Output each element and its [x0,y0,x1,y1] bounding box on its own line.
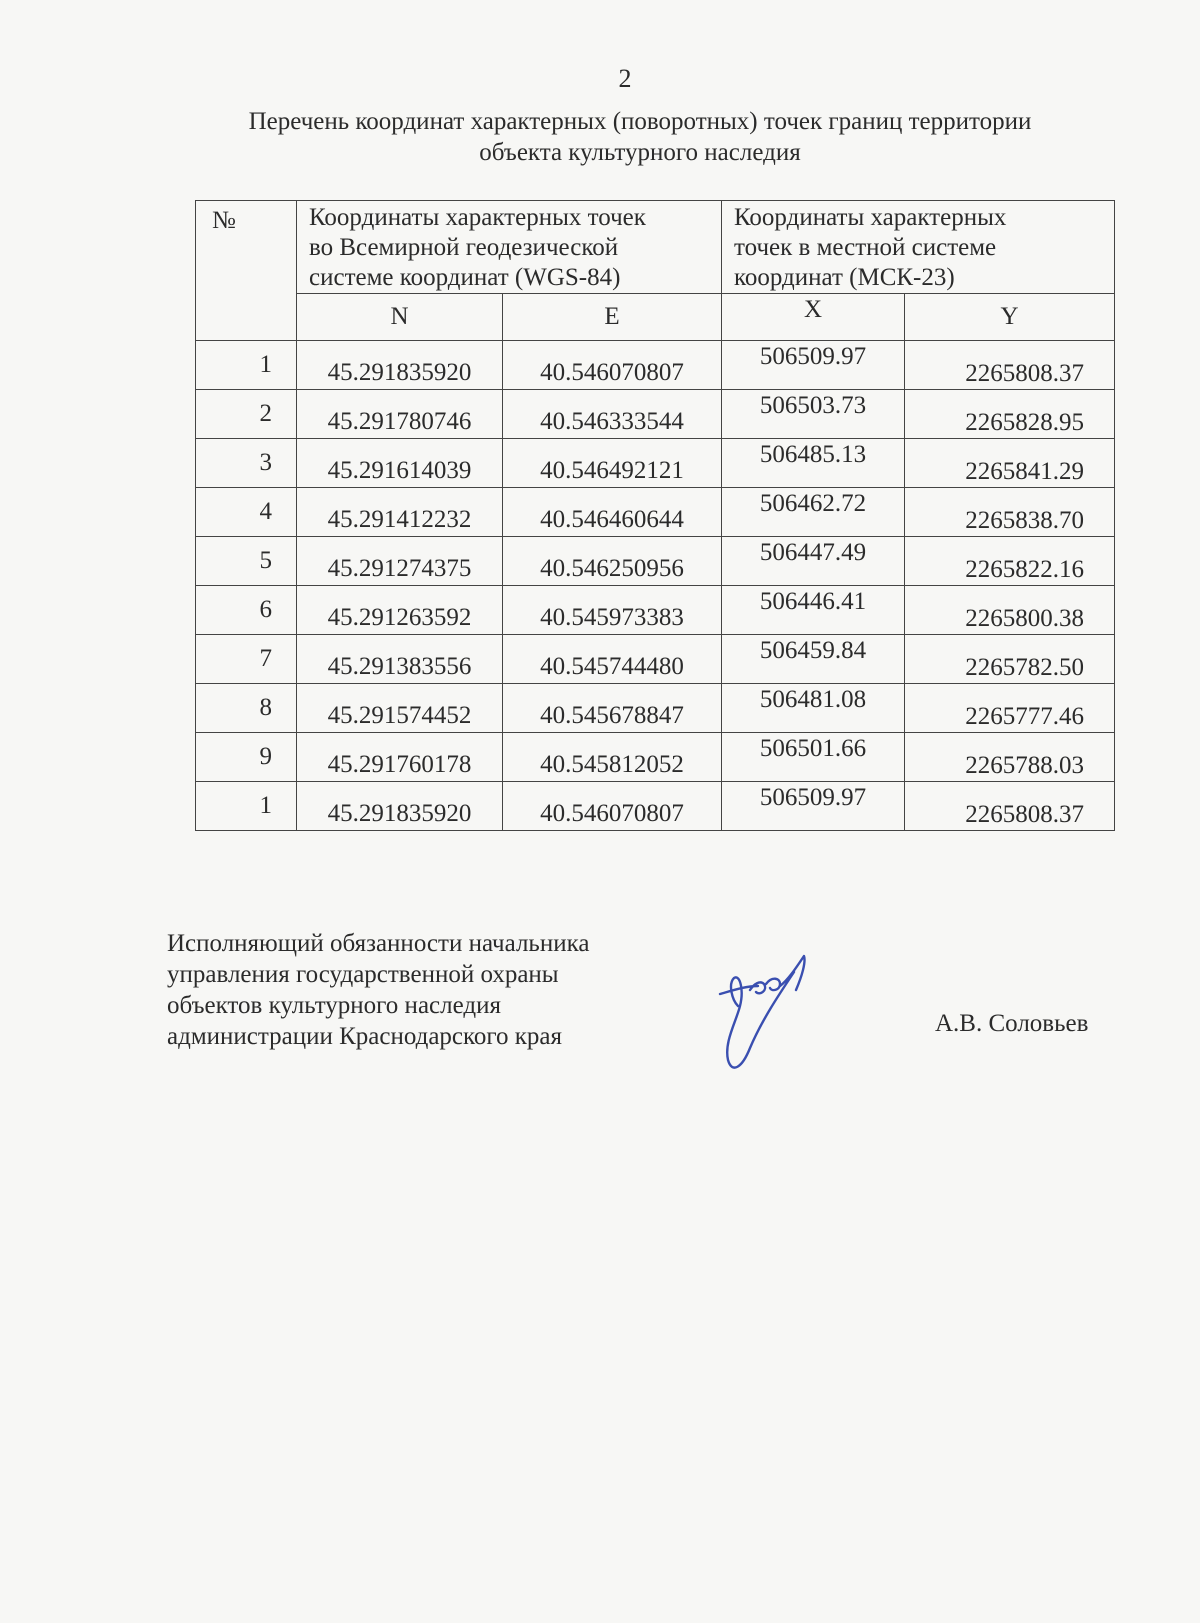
cell-n: 45.291574452 [297,684,503,733]
title-line-2: объекта культурного наследия [479,139,801,166]
table-row [196,782,1115,831]
signer-position [167,928,589,1052]
cell-x: 506462.72 [722,488,905,537]
cell-y: 2265828.95 [905,390,1115,439]
title-line-1: Перечень координат характерных (поворотных) точек границ территории [248,108,1032,135]
table-row [196,733,1115,782]
cell-y: 2265777.46 [905,684,1115,733]
cell-n: 45.291835920 [297,341,503,390]
table-row [196,537,1115,586]
cell-e: 40.546070807 [503,341,722,390]
cell-x: 506509.97 [722,341,905,390]
cell-x: 506485.13 [722,439,905,488]
cell-e: 40.545973383 [503,586,722,635]
header-line: координат (МСК-23) [734,264,955,291]
coordinates-table-body [196,341,1115,831]
cell-n: 45.291263592 [297,586,503,635]
cell-x: 506446.41 [722,586,905,635]
cell-e: 40.545678847 [503,684,722,733]
table-row [196,390,1115,439]
header-line: Координаты характерных точек [309,204,646,231]
cell-e: 40.546492121 [503,439,722,488]
signer-position-line: Исполняющий обязанности начальника [167,930,590,957]
cell-x: 506509.97 [722,782,905,831]
cell-point-number: 7 [196,635,297,684]
cell-point-number: 1 [196,782,297,831]
cell-point-number: 4 [196,488,297,537]
cell-y: 2265808.37 [905,782,1115,831]
cell-e: 40.546250956 [503,537,722,586]
column-header-e: E [503,294,722,341]
table-row [196,684,1115,733]
cell-e: 40.546460644 [503,488,722,537]
cell-y: 2265800.38 [905,586,1115,635]
cell-y: 2265841.29 [905,439,1115,488]
signer-position-line: объектов культурного наследия [167,992,501,1019]
cell-n: 45.291274375 [297,537,503,586]
cell-e: 40.546333544 [503,390,722,439]
header-line: системе координат (WGS-84) [309,264,621,291]
cell-n: 45.291383556 [297,635,503,684]
cell-point-number: 6 [196,586,297,635]
cell-point-number: 5 [196,537,297,586]
signer-name: А.В. Соловьев [935,1010,1089,1037]
cell-point-number: 3 [196,439,297,488]
document-title [150,106,1130,168]
cell-point-number: 9 [196,733,297,782]
cell-x: 506503.73 [722,390,905,439]
cell-n: 45.291780746 [297,390,503,439]
cell-n: 45.291760178 [297,733,503,782]
cell-point-number: 2 [196,390,297,439]
cell-e: 40.546070807 [503,782,722,831]
page-number: 2 [618,64,632,93]
cell-y: 2265822.16 [905,537,1115,586]
cell-x: 506481.08 [722,684,905,733]
handwritten-signature [710,950,840,1090]
column-header-number: № [196,201,297,341]
header-line: точек в местной системе [734,234,997,261]
table-row [196,488,1115,537]
cell-n: 45.291412232 [297,488,503,537]
signer-position-line: администрации Краснодарского края [167,1023,563,1050]
cell-e: 40.545812052 [503,733,722,782]
cell-n: 45.291835920 [297,782,503,831]
table-row [196,439,1115,488]
signer-position-line: управления государственной охраны [167,961,559,988]
column-header-x: X [722,294,905,341]
cell-point-number: 8 [196,684,297,733]
table-row [196,341,1115,390]
cell-y: 2265808.37 [905,341,1115,390]
column-group-wgs84 [297,201,722,294]
cell-point-number: 1 [196,341,297,390]
cell-e: 40.545744480 [503,635,722,684]
table-row [196,635,1115,684]
cell-y: 2265838.70 [905,488,1115,537]
cell-x: 506447.49 [722,537,905,586]
coordinates-table [195,200,1115,831]
cell-x: 506459.84 [722,635,905,684]
cell-x: 506501.66 [722,733,905,782]
cell-n: 45.291614039 [297,439,503,488]
header-line: Координаты характерных [734,204,1007,231]
table-row [196,586,1115,635]
column-header-n: N [297,294,503,341]
cell-y: 2265788.03 [905,733,1115,782]
column-header-y: Y [905,294,1115,341]
header-line: во Всемирной геодезической [309,234,619,261]
column-group-msk23 [722,201,1115,294]
cell-y: 2265782.50 [905,635,1115,684]
